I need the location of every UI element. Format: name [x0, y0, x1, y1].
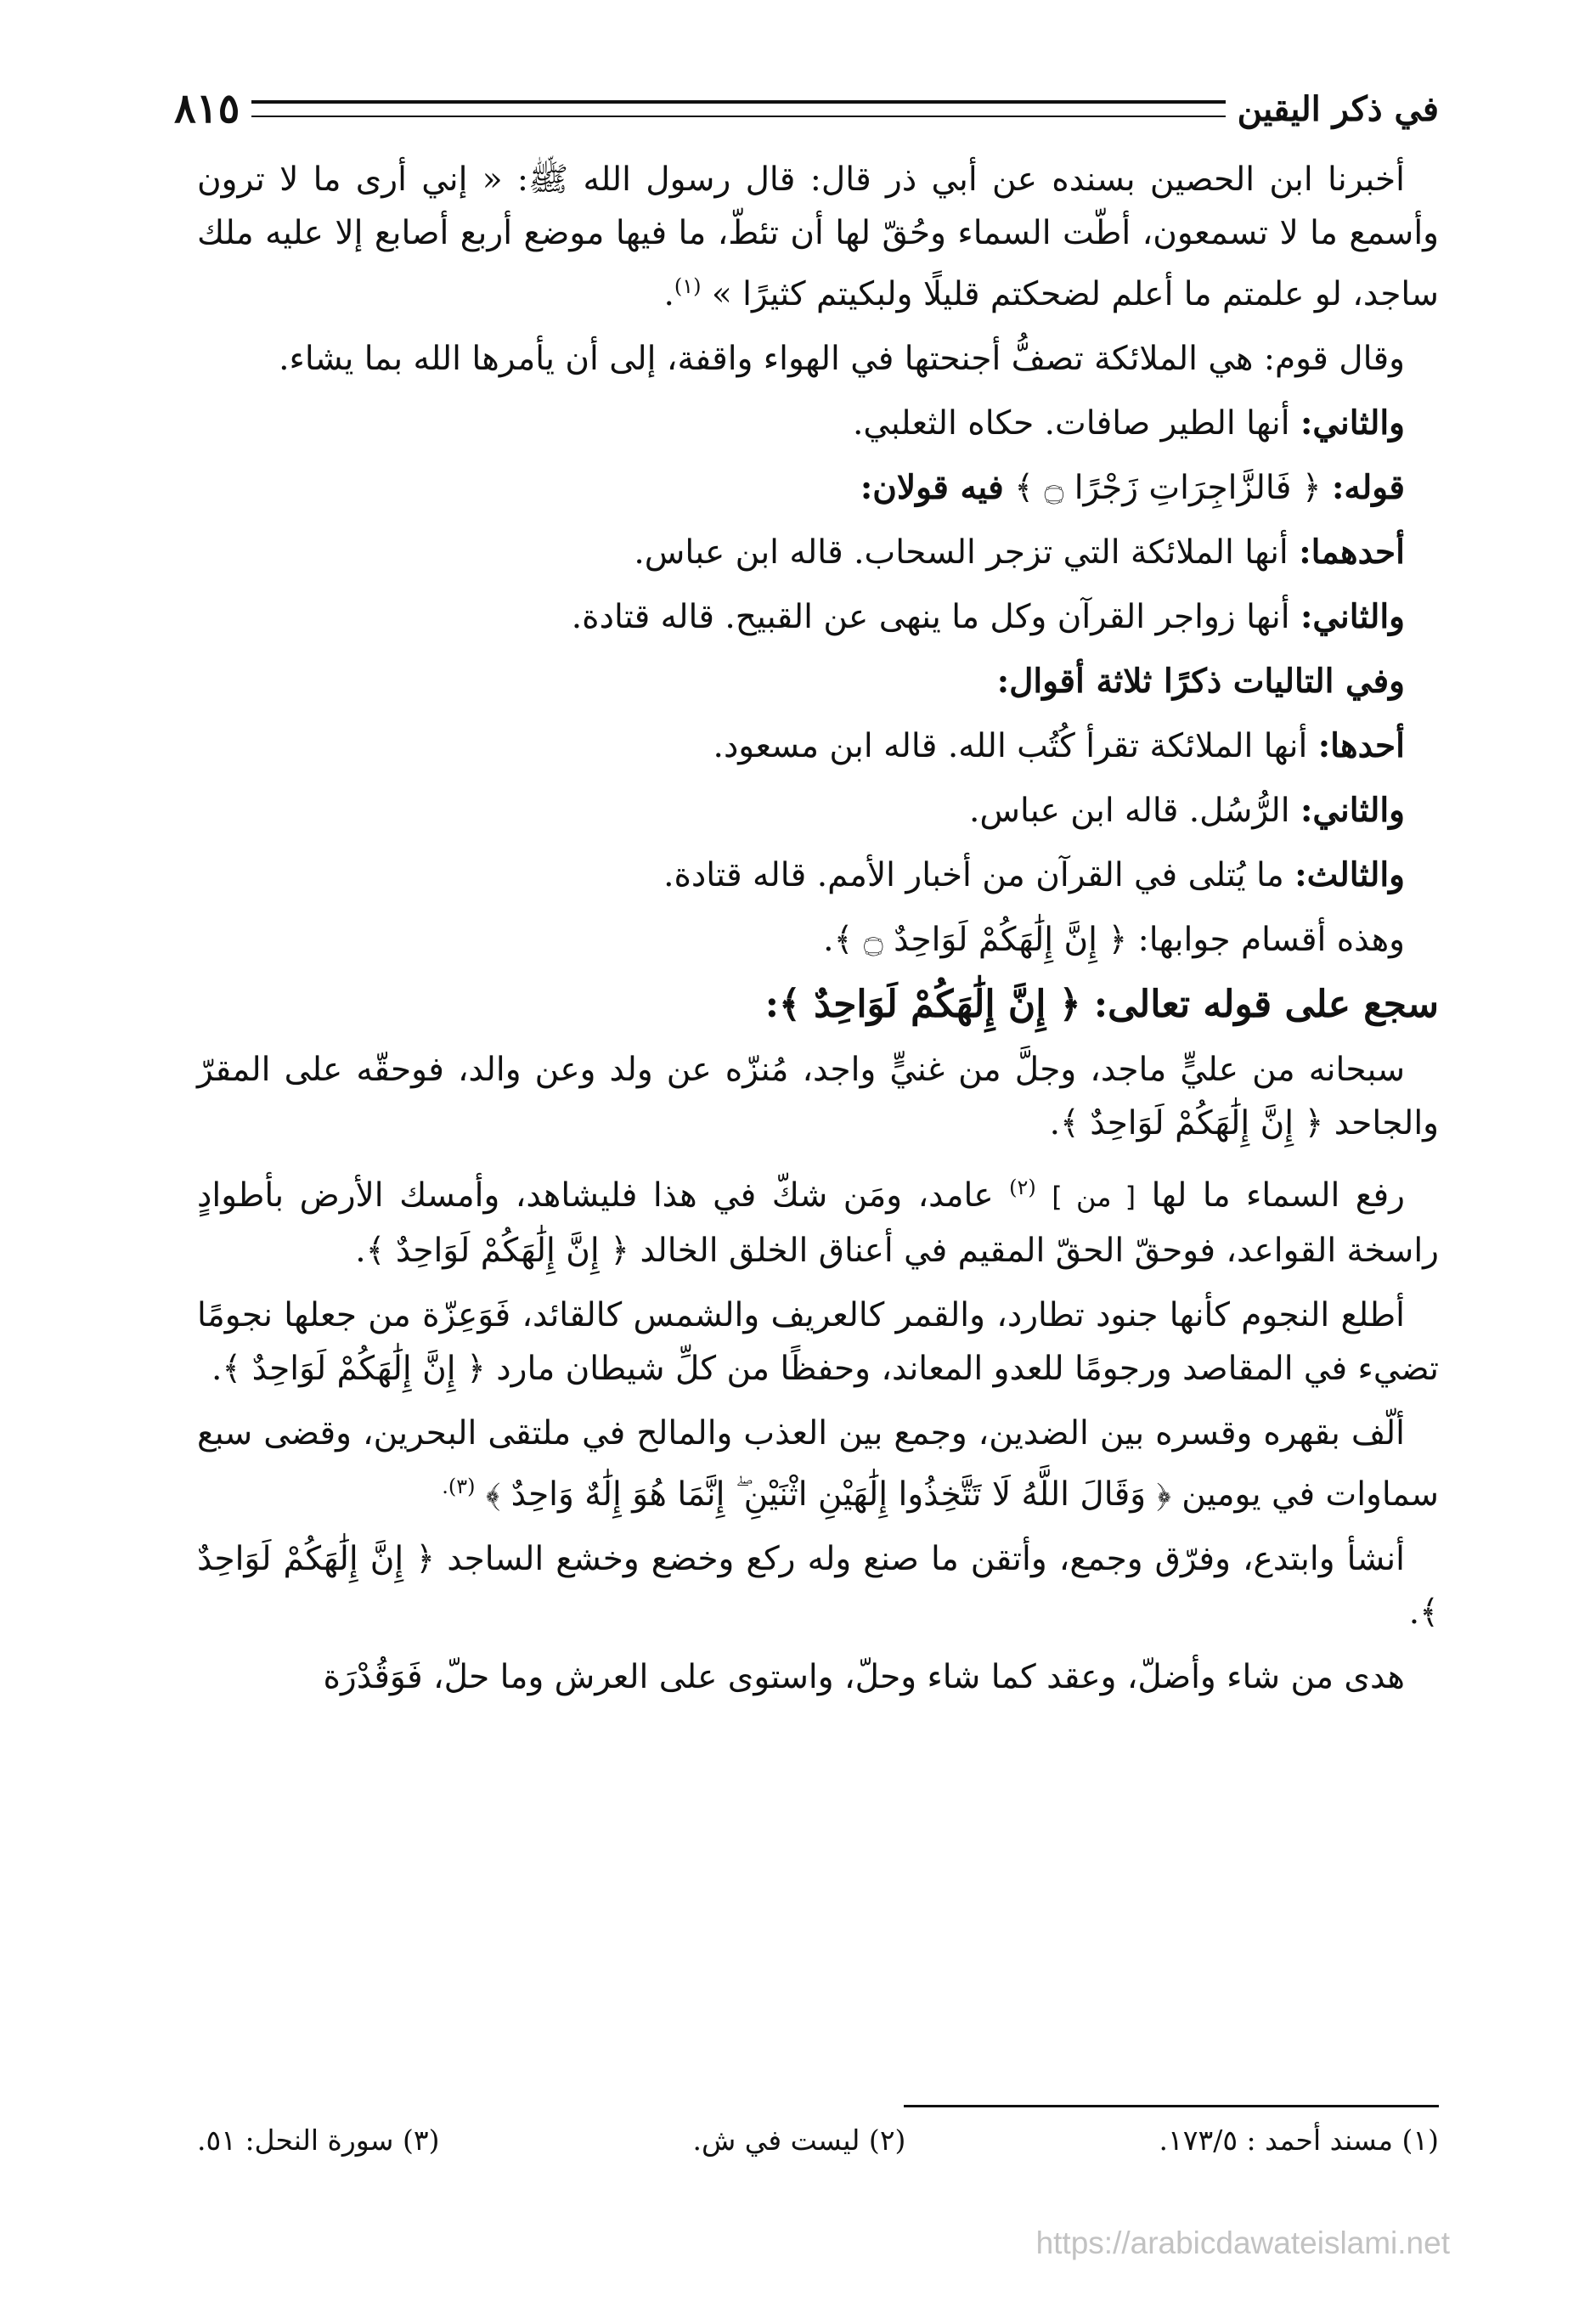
section-title: في ذكر اليقين — [1237, 88, 1439, 129]
paragraph-second-saying: والثاني: أنها زواجر القرآن وكل ما ينهى عن القبيح. قاله قتادة. — [571, 597, 1405, 636]
header-rule — [251, 100, 1225, 117]
footnote-ref-2: (٢) — [1009, 1176, 1036, 1199]
quran-verse: ﴿ إِنَّ إِلَٰهَكُمْ لَوَاحِدٌ ﴾. — [197, 1540, 1439, 1632]
quran-verse: ﴿ إِنَّ إِلَٰهَكُمْ لَوَاحِدٌ ﴾. — [1049, 1104, 1324, 1142]
paragraph-saj-6: هدى من شاء وأضلّ، وعقد كما شاء وحلّ، واستوى على العرش وما حلّ، فَوَقُدْرَة — [323, 1658, 1405, 1696]
paragraph-oath-answer: وهذه أقسام جوابها: ﴿ إِنَّ إِلَٰهَكُمْ لَوَاحِدٌ ۝ ﴾. — [823, 921, 1405, 959]
page-header — [174, 75, 1439, 143]
paragraph-first-saying: أحدهما: أنها الملائكة التي تزجر السحاب. قاله ابن عباس. — [634, 533, 1405, 572]
section-heading: سجع على قوله تعالى: ﴿ إِنَّ إِلَٰهَكُمْ لَوَاحِدٌ ﴾: — [764, 983, 1439, 1026]
paragraph-hadith: أخبرنا ابن الحصين بسنده عن أبي ذر قال: قال رسول الله ﷺ: « إني أرى ما لا ترون وأسمع ما لا تسمعون، أطّت السماء وحُقّ لها أن تئطّ، ما فيها موضع أربع أصابع إلا عليه ملك ساجد، لو علمتم ما أعلم لضحكتم قليلًا ولبكيتم كثيرًا » $^{(١)}$. — [197, 161, 1439, 313]
paragraph-tāliyāt-first: أحدها: أنها الملائكة تقرأ كُتُب الله. قاله ابن مسعود. — [713, 726, 1405, 765]
quran-verse: ﴿ فَالزَّاجِرَاتِ زَجْرًا ۝ ﴾ — [1014, 469, 1322, 507]
paragraph-saj-4: ألّف بقهره وقسره بين الضدين، وجمع بين العذب والمالح في ملتقى البحرين، وقضى سبع سماوات في يومين ﴿ وَقَالَ اللَّهُ لَا تَتَّخِذُوا إِلَٰهَيْنِ اثْنَيْنِ ۖ إِنَّمَا هُوَ إِلَٰهٌ وَاحِدٌ ﴾ $^{(٣).}$ — [197, 1414, 1439, 1514]
quran-verse: ﴿ وَقَالَ اللَّهُ لَا تَتَّخِذُوا إِلَٰهَيْنِ اثْنَيْنِ ۖ إِنَّمَا هُوَ إِلَٰهٌ وَاحِدٌ ﴾ — [485, 1475, 1171, 1514]
quran-verse: ﴿ إِنَّ إِلَٰهَكُمْ لَوَاحِدٌ ﴾: — [764, 983, 1081, 1026]
paragraph-saj-2: رفع السماء ما لها [ من ] $^{(٢)}$ عامد، ومَن شكّ في هذا فليشاهد، وأمسك الأرض بأطوادٍ راسخة القواعد، فوحقّ الحقّ المقيم في أعناق الخلق الخالد ﴿ إِنَّ إِلَٰهَكُمْ لَوَاحِدٌ ﴾. — [197, 1176, 1439, 1270]
quran-verse: ﴿ إِنَّ إِلَٰهَكُمْ لَوَاحِدٌ ﴾. — [211, 1350, 486, 1388]
footnote-2: (٢) ليست في ش. — [692, 2124, 906, 2157]
paragraph-verse-zajirat: قوله: ﴿ فَالزَّاجِرَاتِ زَجْرًا ۝ ﴾ فيه قولان: — [860, 468, 1405, 507]
paragraph-tāliyāt-second: والثاني: الرُّسُل. قاله ابن عباس. — [968, 791, 1405, 830]
footnote-3: (٣) سورة النحل: ٥١. — [197, 2124, 440, 2157]
footnote-ref-3: (٣). — [442, 1475, 476, 1498]
quran-verse: ﴿ إِنَّ إِلَٰهَكُمْ لَوَاحِدٌ ﴾. — [355, 1232, 630, 1270]
paragraph-tāliyāt-heading: وفي التاليات ذكرًا ثلاثة أقوال: — [996, 662, 1405, 701]
page-number: ٨١٥ — [174, 85, 240, 133]
paragraph-saj-3: أطلع النجوم كأنها جنود تطارد، والقمر كالعريف والشمس كالقائد، فَوَعِزّة من جعلها نجومًا تضيء في المقاصد ورجومًا للعدو المعاند، وحفظًا من كلِّ شيطان مارد ﴿ إِنَّ إِلَٰهَكُمْ لَوَاحِدٌ ﴾. — [197, 1296, 1439, 1388]
footnotes — [197, 2124, 1439, 2157]
watermark-url: https://arabicdawateislami.net — [1035, 2225, 1450, 2260]
paragraph-saj-5: أنشأ وابتدع، وفرّق وجمع، وأتقن ما صنع وله ركع وخضع وخشع الساجد ﴿ إِنَّ إِلَٰهَكُمْ لَوَاحِدٌ ﴾. — [197, 1540, 1439, 1632]
paragraph-tāliyāt-third: والثالث: ما يُتلى في القرآن من أخبار الأمم. قاله قتادة. — [663, 855, 1405, 894]
footnote-1: (١) مسند أحمد : ١٧٣/٥. — [1159, 2124, 1439, 2157]
paragraph-second-opinion: والثاني: أنها الطير صافات. حكاه الثعلبي. — [853, 403, 1405, 443]
editorial-insertion: [ من ] — [1052, 1181, 1136, 1213]
paragraph-opinion: وقال قوم: هي الملائكة تصفُّ أجنحتها في الهواء واقفة، إلى أن يأمرها الله بما يشاء. — [279, 340, 1405, 378]
footnote-rule — [904, 2105, 1439, 2107]
paragraph-saj-1: سبحانه من عليٍّ ماجد، وجلَّ من غنيٍّ واجد، مُنزّه عن ولد وعن والد، فوحقّه على المقرّ والجاحد ﴿ إِنَّ إِلَٰهَكُمْ لَوَاحِدٌ ﴾. — [197, 1051, 1439, 1142]
page-body — [197, 153, 1439, 1715]
quran-verse: ﴿ إِنَّ إِلَٰهَكُمْ لَوَاحِدٌ ۝ ﴾. — [823, 921, 1128, 959]
footnote-ref-1: (١) — [674, 274, 702, 298]
